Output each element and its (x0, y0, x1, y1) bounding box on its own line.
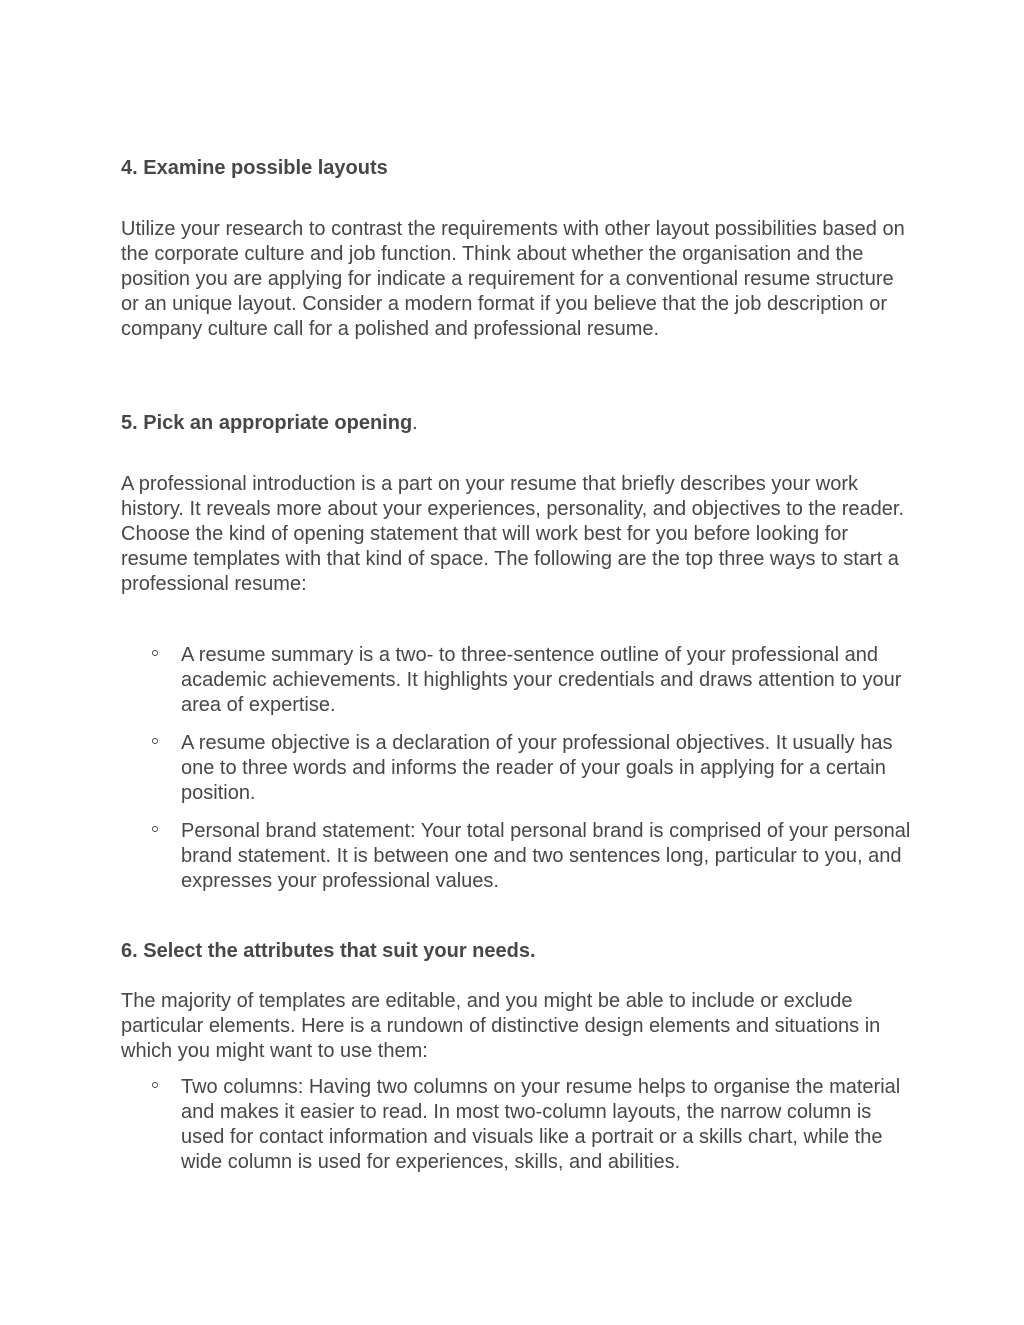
section-paragraph-4: Utilize your research to contrast the requirements with other layout possibilities based on the corporate culture and job function. Think about whether the organisation and the position you are applying for indicate a requirement for a conventional resume structure or an unique layout. Consider a modern format if you believe that the job description or company culture call for a polished and professional resume. (121, 218, 905, 340)
list-item-text: Personal brand statement: Your total personal brand is comprised of your personal brand statement. It is between one and two sentences long, particular to you, and expresses your professional values. (181, 820, 911, 892)
hollow-bullet-icon (152, 738, 158, 744)
section-heading-5-suffix: . (412, 412, 418, 434)
list-item-text: Two columns: Having two columns on your resume helps to organise the material and makes it easier to read. In most two-column layouts, the narrow column is used for contact information and visuals like a portrait or a skills chart, while the wide column is used for experiences, skills, and abilities. (181, 1076, 901, 1173)
section-heading-6 (121, 939, 536, 964)
section-heading-5-text: 5. Pick an appropriate opening (121, 412, 413, 434)
section-paragraph-6: The majority of templates are editable, and you might be able to include or exclude particular elements. Here is a rundown of distinctive design elements and situations in which you might want to use them: (121, 990, 881, 1062)
list-item (121, 731, 911, 806)
section-heading-4-text: 4. Examine possible layouts (121, 157, 388, 179)
hollow-bullet-icon (152, 1082, 158, 1088)
list-item-text: A resume objective is a declaration of your professional objectives. It usually has one to three words and informs the reader of your goals in applying for a certain position. (181, 732, 893, 804)
list-item-text: A resume summary is a two- to three-sentence outline of your professional and academic achievements. It highlights your credentials and draws attention to your area of expertise. (181, 644, 902, 716)
section-heading-6-text: 6. Select the attributes that suit your needs. (121, 940, 536, 962)
design-elements-list (121, 1075, 911, 1175)
hollow-bullet-icon (152, 826, 158, 832)
opening-types-list (121, 643, 911, 894)
list-item (121, 643, 911, 718)
section-heading-4 (121, 156, 388, 181)
section-heading-5 (121, 411, 418, 436)
section-paragraph-5: A professional introduction is a part on your resume that briefly describes your work history. It reveals more about your experiences, personality, and objectives to the reader. Choose the kind of opening statement that will work best for you before looking for resume templates with that kind of space. The following are the top three ways to start a professional resume: (121, 473, 905, 595)
list-item (121, 1075, 911, 1175)
list-item (121, 819, 911, 894)
hollow-bullet-icon (152, 650, 158, 656)
